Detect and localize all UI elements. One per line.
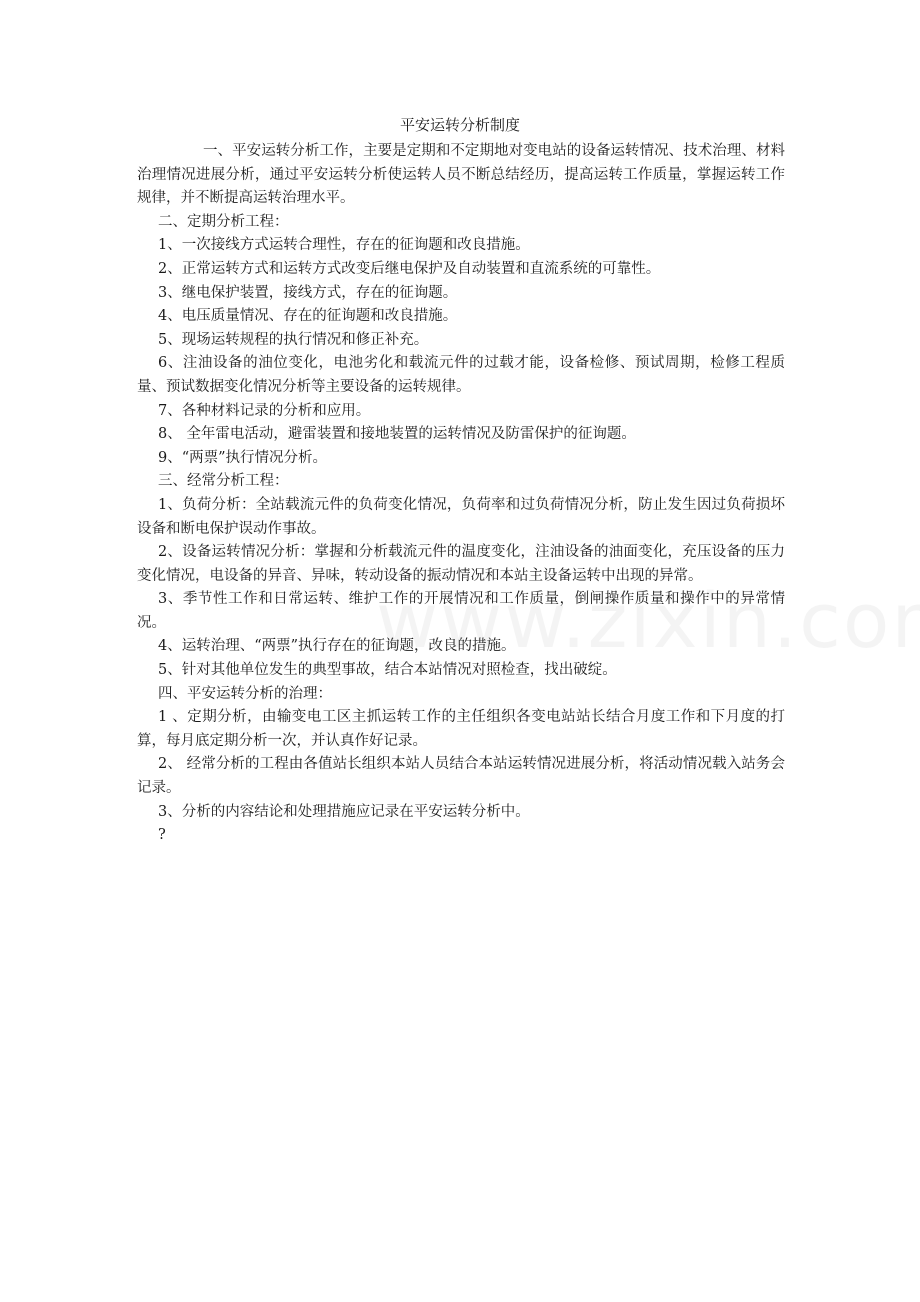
- list-item: 4、运转治理、“两票”执行存在的征询题，改良的措施。: [158, 638, 516, 655]
- list-item: 3、季节性工作和日常运转、维护工作的开展情况和工作质量，倒闸操作质量和操作中的异常情况。: [137, 591, 785, 631]
- page-title: 平安运转分析制度: [399, 116, 520, 134]
- list-item: 2、正常运转方式和运转方式改变后继电保护及自动装置和直流系统的可靠性。: [158, 260, 661, 277]
- list-item: 2、设备运转情况分析：掌握和分析载流元件的温度变化，注油设备的油面变化，充压设备的压力变化情况，电设备的异音、异味，转动设备的振动情况和本站主设备运转中出现的异常。: [137, 544, 785, 584]
- section-heading: 三、经常分析工程：: [158, 473, 289, 490]
- list-item: 3、继电保护装置，接线方式，存在的征询题。: [158, 284, 458, 301]
- list-item: 1、负荷分析：全站载流元件的负荷变化情况，负荷率和过负荷情况分析，防止发生因过负荷损坏设备和断电保护误动作事故。: [137, 496, 785, 537]
- list-item: 1、一次接线方式运转合理性，存在的征询题和改良措施。: [158, 237, 530, 254]
- document-body: [137, 140, 785, 848]
- list-item: 1 、定期分析，由输变电工区主抓运转工作的主任组织各变电站站长结合月度工作和下月度的打算，每月底定期分析一次，并认真作好记录。: [137, 709, 785, 749]
- list-item: 2、 经常分析的工程由各值站长组织本站人员结合本站运转情况进展分析，将活动情况载入站务会记录。: [137, 756, 785, 797]
- section-heading: 二、定期分析工程：: [158, 213, 289, 230]
- list-item: 6、注油设备的油位变化，电池劣化和载流元件的过载才能，设备检修、预试周期，检修工程质量、预试数据变化情况分析等主要设备的运转规律。: [137, 355, 785, 395]
- list-item: 5、针对其他单位发生的典型事故，结合本站情况对照检查，找出破绽。: [158, 662, 617, 679]
- paragraph-intro: 一、平安运转分析工作，主要是定期和不定期地对变电站的设备运转情况、技术治理、材料治理情况进展分析，通过平安运转分析使运转人员不断总结经历，提高运转工作质量，掌握运转工作规律，并不断提高运转治理水平。: [137, 143, 785, 207]
- list-item: 3、分析的内容结论和处理措施应记录在平安运转分析中。: [158, 803, 530, 820]
- list-item: 4、电压质量情况、存在的征询题和改良措施。: [158, 308, 458, 325]
- list-item: 9、“两票”执行情况分析。: [158, 449, 328, 466]
- trailing-mark: ?: [158, 827, 166, 844]
- list-item: 5、现场运转规程的执行情况和修正补充。: [158, 331, 429, 348]
- list-item: 7、各种材料记录的分析和应用。: [158, 402, 371, 419]
- list-item: 8、 全年雷电活动，避雷装置和接地装置的运转情况及防雷保护的征询题。: [158, 426, 636, 443]
- section-heading: 四、平安运转分析的治理：: [158, 685, 332, 702]
